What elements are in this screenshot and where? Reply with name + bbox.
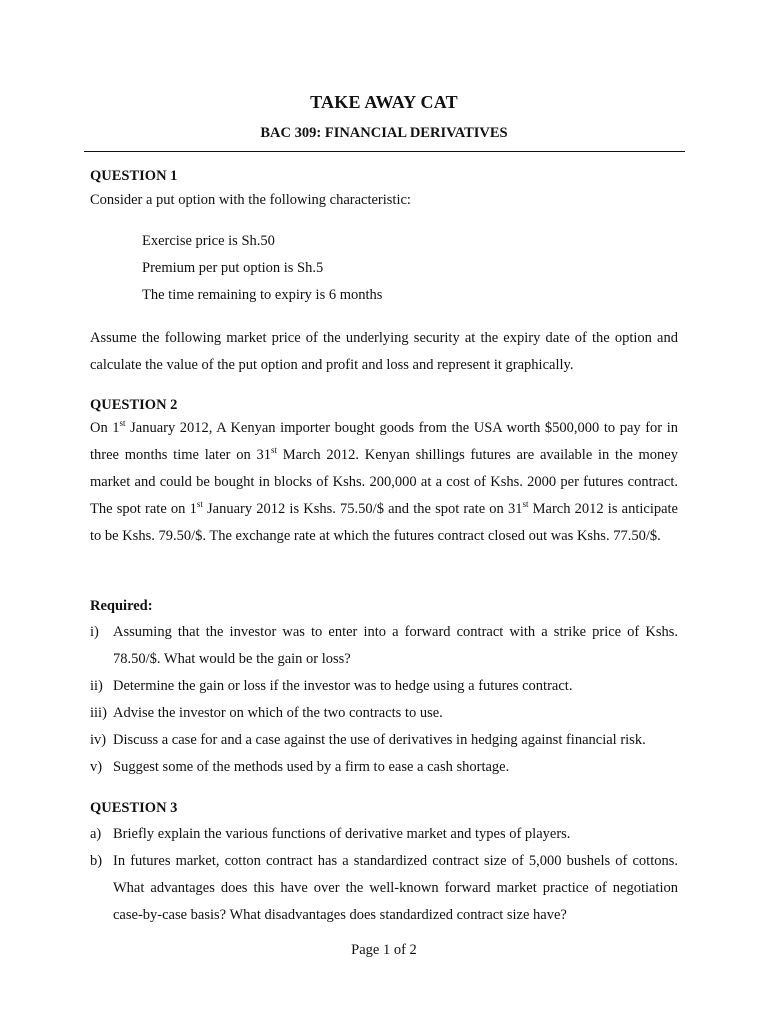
list-item <box>90 848 678 929</box>
list-item-text: Briefly explain the various functions of derivative market and types of players. <box>113 826 571 842</box>
question-1-assumption <box>90 325 678 379</box>
scenario-text: January 2012, A Kenyan importer bought goods from the USA worth $500,000 to pay for in three months time later on 31 <box>90 420 678 463</box>
question-2-heading: QUESTION 2 <box>90 397 178 413</box>
list-item <box>90 619 678 673</box>
list-marker: v) <box>90 759 103 775</box>
question-1-characteristics <box>142 228 382 309</box>
list-item-text: Suggest some of the methods used by a firm to ease a cash shortage. <box>113 759 510 775</box>
scenario-text: March 2012 is anticipate to be Kshs. 79.50/$. The exchange rate at which the futures contract closed out was Kshs. 77.50/$. <box>90 501 678 544</box>
ordinal-superscript: st <box>270 445 277 455</box>
list-item <box>90 754 678 781</box>
question-3-heading: QUESTION 3 <box>90 800 178 816</box>
question-1-intro: Consider a put option with the following characteristic: <box>90 192 411 208</box>
scenario-text: January 2012 is Kshs. 75.50/$ and the spot rate on 31 <box>202 501 523 517</box>
document-title: TAKE AWAY CAT <box>310 92 458 112</box>
question-3-list <box>90 821 678 929</box>
question-1-heading: QUESTION 1 <box>90 168 178 184</box>
scenario-text: March 2012. Kenyan shillings futures are available in the money market and could be bought in blocks of Kshs. 200,000 at a cost of Kshs. 2000 per futures contract. The spot rate on 1 <box>90 447 678 517</box>
characteristic-item: Premium per put option is Sh.5 <box>142 260 324 276</box>
required-heading: Required: <box>90 598 153 614</box>
list-item-text: In futures market, cotton contract has a standardized contract size of 5,000 bushels of cottons. What advantages does this have over the well-known forward market practice of negotiation case-by-case basis? What disadvantages does standardized contract size have? <box>113 853 678 923</box>
list-marker: iii) <box>90 705 107 721</box>
page-number: Page 1 of 2 <box>351 942 417 958</box>
ordinal-superscript: st <box>522 499 529 509</box>
question-1-section <box>90 167 678 213</box>
list-item-text: Assuming that the investor was to enter into a forward contract with a strike price of Kshs. 78.50/$. What would be the gain or loss? <box>113 624 678 667</box>
characteristic-item: Exercise price is Sh.50 <box>142 233 275 249</box>
list-item <box>90 821 678 848</box>
list-marker: b) <box>90 853 103 869</box>
list-marker: i) <box>90 624 99 640</box>
list-item-text: Discuss a case for and a case against the use of derivatives in hedging against financial risk. <box>113 732 646 748</box>
characteristic-item: The time remaining to expiry is 6 months <box>142 287 383 303</box>
header-divider <box>84 151 685 152</box>
list-item <box>90 727 678 754</box>
ordinal-superscript: st <box>119 418 126 428</box>
question-2-section <box>90 396 678 550</box>
list-item <box>90 700 678 727</box>
list-marker: iv) <box>90 732 107 748</box>
required-list <box>90 619 678 781</box>
list-marker: a) <box>90 826 102 842</box>
list-item <box>90 673 678 700</box>
question-1-assume-text: Assume the following market price of the underlying security at the expiry date of the option and calculate the value of the put option and profit and loss and represent it graphically. <box>90 330 678 373</box>
question-3-section <box>90 799 678 929</box>
list-item-text: Advise the investor on which of the two contracts to use. <box>113 705 443 721</box>
scenario-text: On 1 <box>90 420 120 436</box>
question-2-scenario <box>90 415 678 550</box>
list-marker: ii) <box>90 678 103 694</box>
question-2-required <box>90 597 678 781</box>
ordinal-superscript: st <box>196 499 203 509</box>
list-item-text: Determine the gain or loss if the investor was to hedge using a futures contract. <box>113 678 573 694</box>
course-subtitle: BAC 309: FINANCIAL DERIVATIVES <box>260 125 508 141</box>
